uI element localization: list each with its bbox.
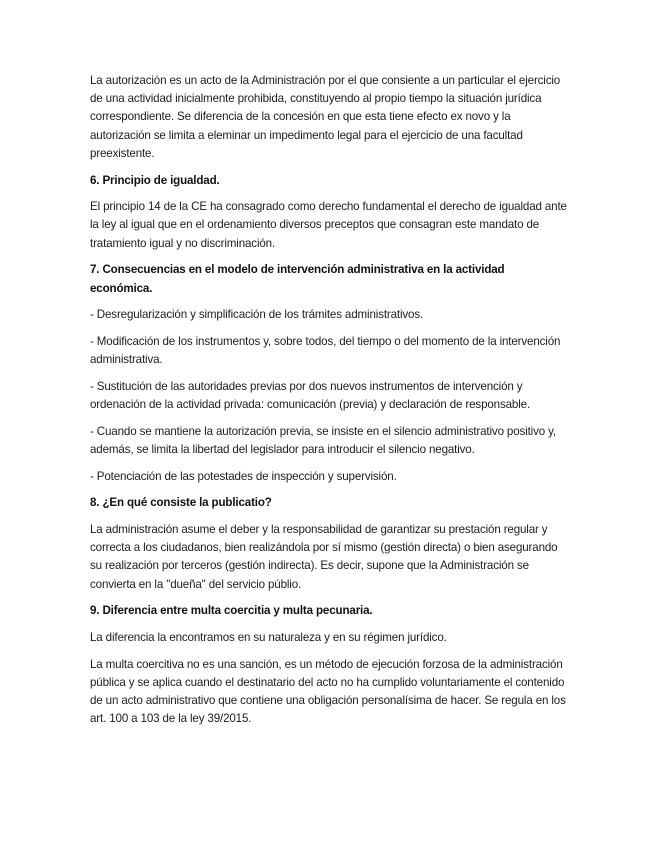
- section-9-paragraph: La multa coercitiva no es una sanción, es un método de ejecución forzosa de la administración pública y se aplica cuando el destinatario del acto no ha cumplido voluntariamente el contenido de un acto administrativo que contiene una obligación personalísima de hacer. Se regula en los art. 100 a 103 de la ley 39/2015.: [90, 657, 566, 726]
- section-9-heading: 9. Diferencia entre multa coercitia y multa pecunaria.: [90, 604, 373, 618]
- section-6-heading: 6. Principio de igualdad.: [90, 173, 220, 187]
- intro-paragraph: La autorización es un acto de la Administración por el que consiente a un particular el ejercicio de una actividad inicialmente prohibida, constituyendo al propio tiempo la situación jurídica correspondiente. Se diferencia de la concesión en que esta tiene efecto ex novo y la autorización se limita a eleminar un impedimento legal para el ejercicio de una facultad preexistente.: [90, 74, 561, 160]
- list-item: - Cuando se mantiene la autorización previa, se insiste en el silencio administrativo positivo y, además, se limita la libertad del legislador para introducir el silencio negativo.: [90, 424, 556, 456]
- section-8-heading: 8. ¿En qué consiste la publicatio?: [90, 496, 272, 510]
- list-item: - Sustitución de las autoridades previas por dos nuevos instrumentos de intervención y ordenación de la actividad privada: comunicación (previa) y declaración de responsable.: [90, 379, 531, 412]
- section-6-paragraph: El principio 14 de la CE ha consagrado como derecho fundamental el derecho de igualdad ante la ley al igual que en el ordenamiento diversos preceptos que consagran este mandato de tratamiento igual y no discriminación.: [90, 200, 567, 250]
- document-page: [90, 72, 568, 737]
- list-item: - Potenciación de las potestades de inspección y supervisión.: [90, 469, 397, 483]
- list-item: - Modificación de los instrumentos y, sobre todos, del tiempo o del momento de la intervención administrativa.: [90, 334, 561, 367]
- section-8-paragraph: La administración asume el deber y la responsabilidad de garantizar su prestación regular y correcta a los ciudadanos, bien realizándola por sí mismo (gestión directa) o bien asegurando su realización por terceros (gestión indirecta). Es decir, supone que la Administración se convierta en la "dueña" del servicio públio.: [90, 523, 558, 591]
- list-item: - Desregularización y simplificación de los trámites administrativos.: [90, 308, 424, 322]
- section-7-heading: 7. Consecuencias en el modelo de intervención administrativa en la actividad económica.: [90, 263, 505, 295]
- section-9-paragraph: La diferencia la encontramos en su naturaleza y en su régimen jurídico.: [90, 631, 447, 645]
